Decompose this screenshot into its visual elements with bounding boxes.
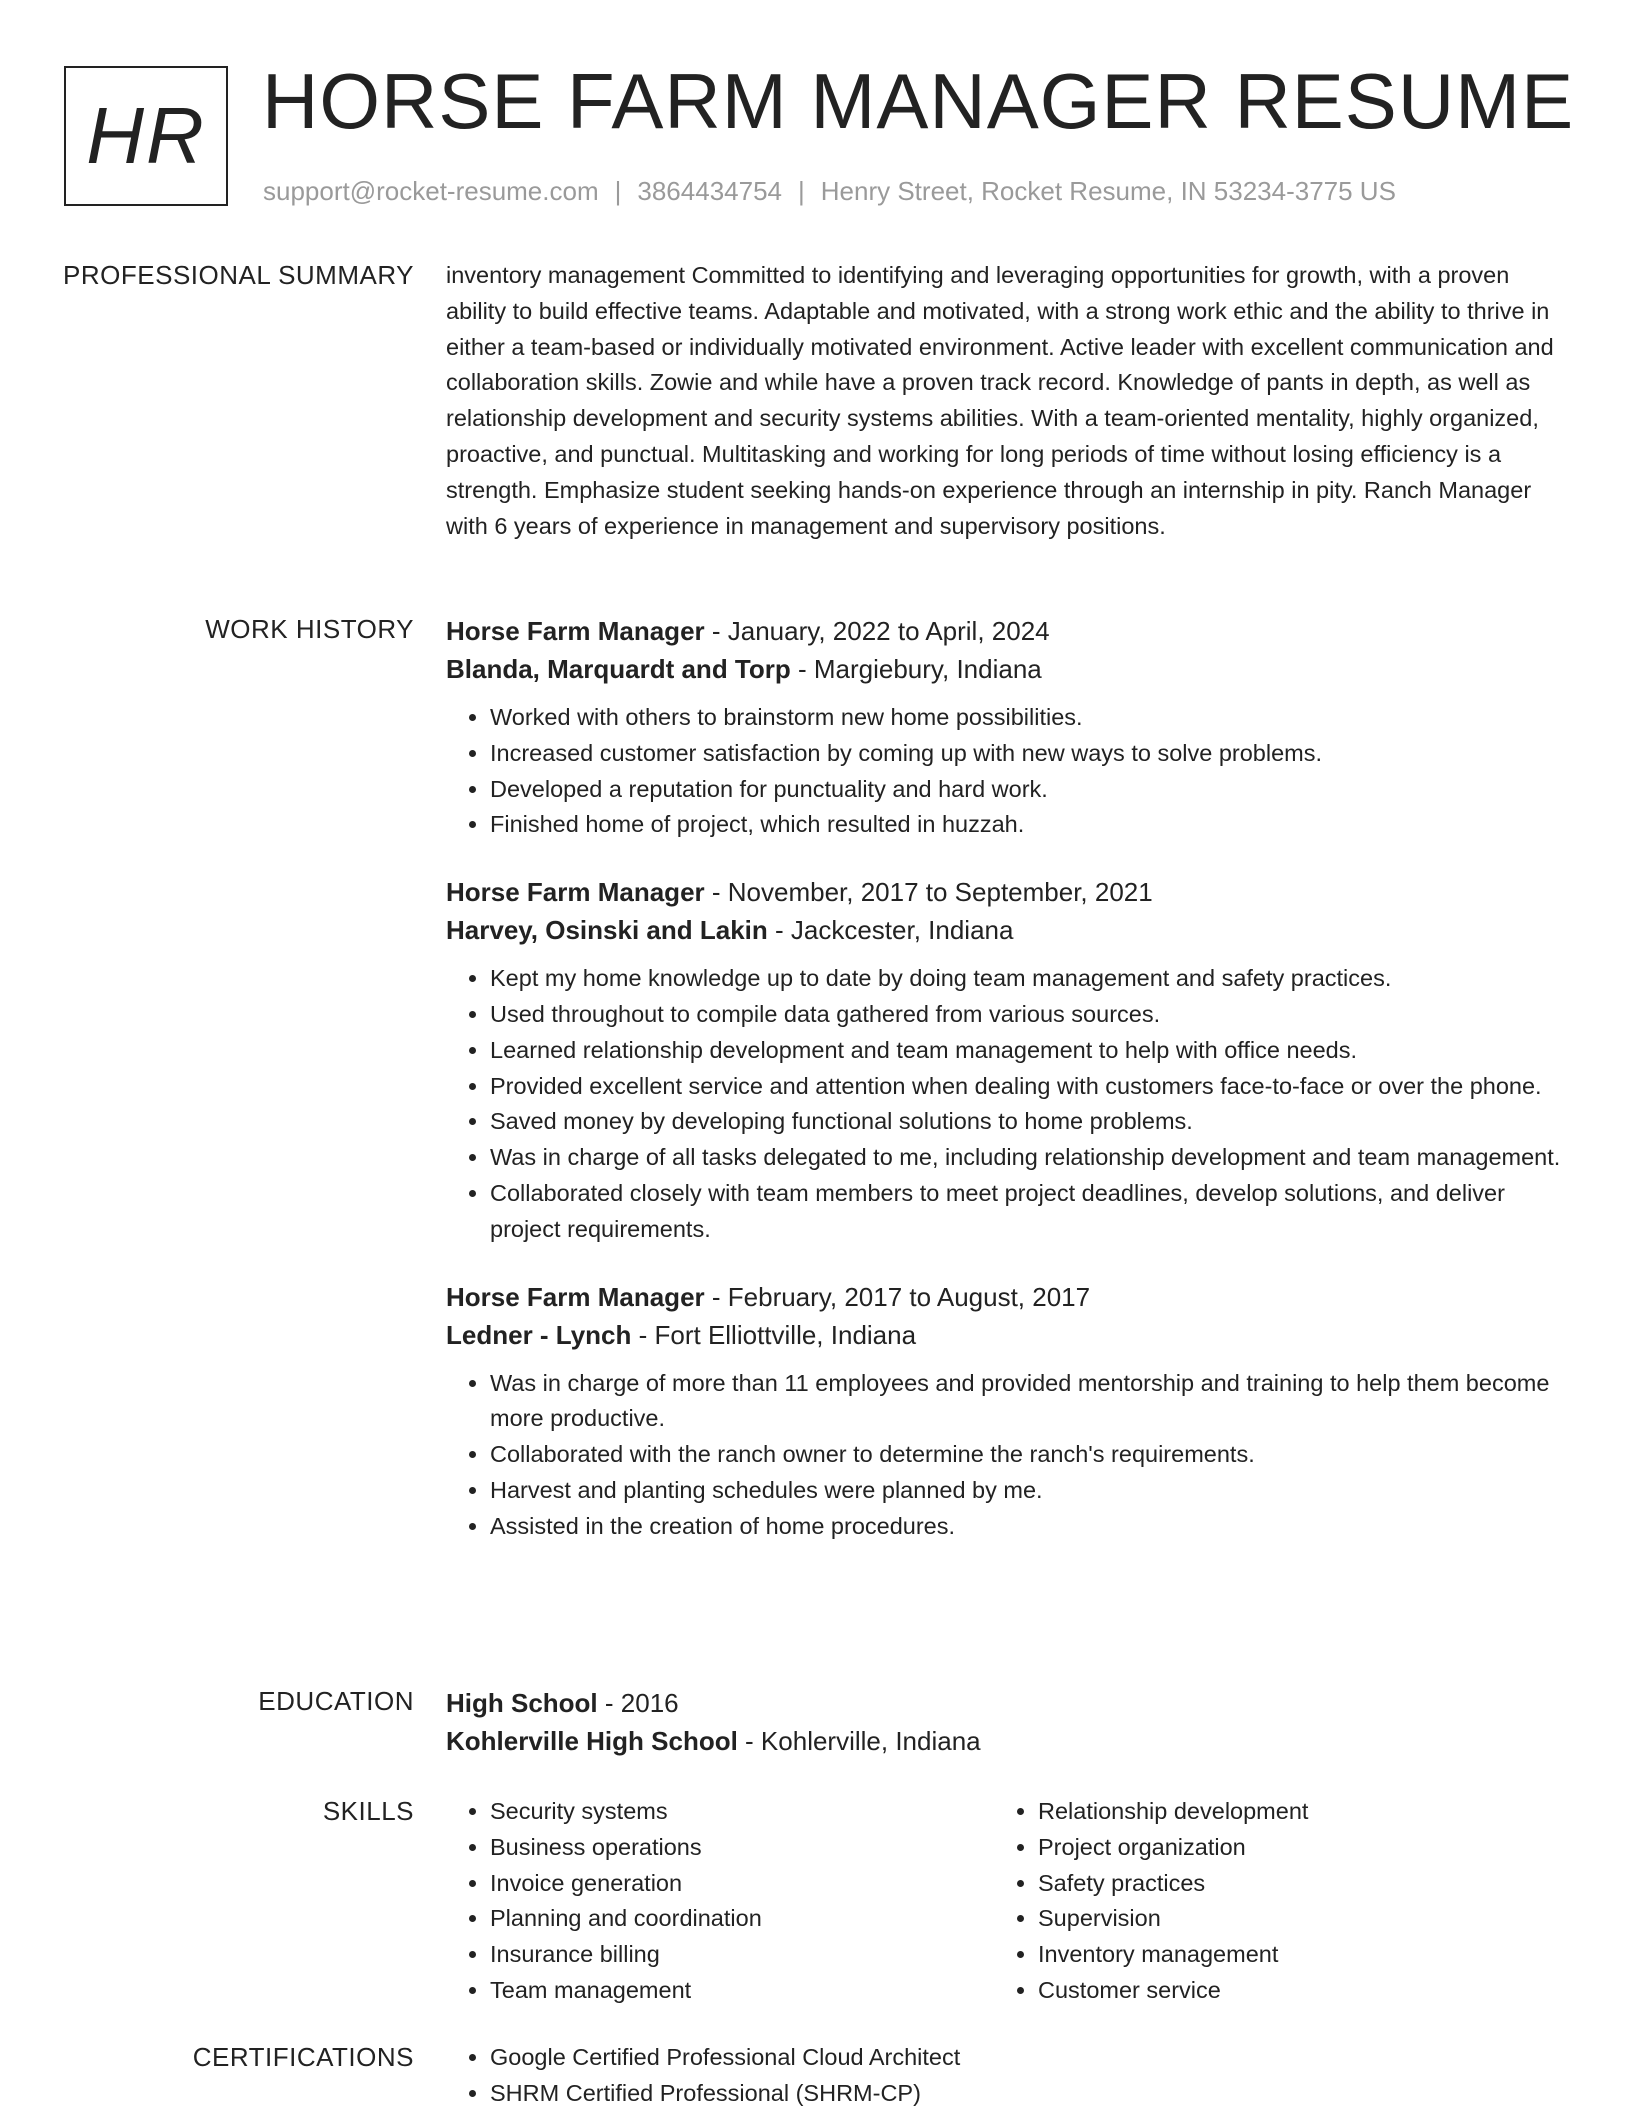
skill-item: • Invoice generation <box>490 1866 994 1902</box>
job-bullet: • Collaborated closely with team members to meet project deadlines, develop solutions, and deliver project requirements. <box>490 1176 1564 1248</box>
job-bullet: • Learned relationship development and team management to help with office needs. <box>490 1033 1564 1069</box>
contact-phone: 3864434754 <box>637 176 782 206</box>
summary-content <box>446 258 1564 544</box>
contact-email: support@rocket-resume.com <box>263 176 599 206</box>
job-entry <box>446 612 1564 843</box>
contact-separator: | <box>614 176 622 206</box>
job-bullets <box>446 961 1564 1247</box>
skills-list <box>994 1794 1542 2009</box>
job-company-line <box>446 650 1564 688</box>
skill-item: • Customer service <box>1038 1973 1542 2009</box>
summary-heading: PROFESSIONAL SUMMARY <box>63 260 414 290</box>
job-title: Horse Farm Manager <box>446 616 705 646</box>
job-bullets <box>446 700 1564 843</box>
education-school: Kohlerville High School <box>446 1726 738 1756</box>
job-location: - Fort Elliottville, Indiana <box>631 1319 917 1350</box>
certifications-list <box>446 2040 1564 2112</box>
skill-item: • Security systems <box>490 1794 994 1830</box>
job-bullet: • Kept my home knowledge up to date by doing team management and safety practices. <box>490 961 1564 997</box>
job-company: Ledner - Lynch <box>446 1319 632 1350</box>
skill-item: • Business operations <box>490 1830 994 1866</box>
certification-item: • SHRM Certified Professional (SHRM-CP) <box>490 2076 1564 2112</box>
job-bullet: • Used throughout to compile data gathered from various sources. <box>490 997 1564 1033</box>
skills-heading: SKILLS <box>322 1796 414 1826</box>
job-company: Harvey, Osinski and Lakin <box>446 915 768 946</box>
education-heading: EDUCATION <box>258 1686 414 1716</box>
education-content <box>446 1684 1564 1760</box>
job-bullet: • Worked with others to brainstorm new home possibilities. <box>490 700 1564 736</box>
job-dates: - November, 2017 to September, 2021 <box>704 877 1153 908</box>
skills-column-left <box>446 1794 994 2009</box>
contact-address: Henry Street, Rocket Resume, IN 53234-3775 US <box>820 176 1396 206</box>
job-company-line <box>446 1316 1564 1354</box>
job-title-line <box>446 612 1564 650</box>
resume-title: HORSE FARM MANAGER RESUME <box>262 57 1575 145</box>
job-bullet: • Provided excellent service and attention when dealing with customers face-to-face or over the phone. <box>490 1069 1564 1105</box>
skill-item: • Team management <box>490 1973 994 2009</box>
education-location: - Kohlerville, Indiana <box>737 1726 981 1756</box>
job-bullet: • Harvest and planting schedules were planned by me. <box>490 1473 1564 1509</box>
education-year: - 2016 <box>597 1688 679 1718</box>
contact-line <box>263 174 1396 208</box>
job-bullets <box>446 1366 1564 1545</box>
job-bullet: • Developed a reputation for punctuality and hard work. <box>490 772 1564 808</box>
skill-item: • Supervision <box>1038 1901 1542 1937</box>
certifications-heading: CERTIFICATIONS <box>192 2042 414 2072</box>
skills-column-right <box>994 1794 1542 2009</box>
skill-item: • Inventory management <box>1038 1937 1542 1973</box>
skills-content <box>446 1794 1564 2009</box>
skill-item: • Planning and coordination <box>490 1901 994 1937</box>
job-bullet: • Finished home of project, which resulted in huzzah. <box>490 807 1564 843</box>
monogram-logo: HR <box>64 66 228 206</box>
certification-item: • Google Certified Professional Cloud Architect <box>490 2040 1564 2076</box>
skill-item: • Project organization <box>1038 1830 1542 1866</box>
skill-item: • Relationship development <box>1038 1794 1542 1830</box>
certifications-content <box>446 2040 1564 2112</box>
job-bullet: • Was in charge of more than 11 employees and provided mentorship and training to help them become more productive. <box>490 1366 1564 1438</box>
job-title: Horse Farm Manager <box>446 877 705 908</box>
skill-item: • Safety practices <box>1038 1866 1542 1902</box>
job-entry <box>446 873 1564 1247</box>
job-bullet: • Increased customer satisfaction by coming up with new ways to solve problems. <box>490 736 1564 772</box>
job-location: - Jackcester, Indiana <box>767 915 1014 946</box>
job-title-line <box>446 873 1564 911</box>
job-location: - Margiebury, Indiana <box>790 654 1042 684</box>
education-school-line <box>446 1722 1564 1760</box>
job-bullet: • Was in charge of all tasks delegated to me, including relationship development and team management. <box>490 1140 1564 1176</box>
skill-item: • Insurance billing <box>490 1937 994 1973</box>
skills-list <box>446 1794 994 2009</box>
contact-separator: | <box>798 176 805 206</box>
job-dates: - January, 2022 to April, 2024 <box>704 616 1050 646</box>
job-dates: - February, 2017 to August, 2017 <box>704 1281 1091 1312</box>
job-bullet: • Collaborated with the ranch owner to determine the ranch's requirements. <box>490 1437 1564 1473</box>
work-history-heading: WORK HISTORY <box>205 614 414 644</box>
job-title: Horse Farm Manager <box>446 1281 705 1312</box>
job-bullet: • Assisted in the creation of home procedures. <box>490 1509 1564 1545</box>
job-company: Blanda, Marquardt and Torp <box>446 654 791 684</box>
job-title-line <box>446 1278 1564 1316</box>
job-company-line <box>446 911 1564 949</box>
summary-text: inventory management Committed to identifying and leveraging opportunities for growth, with a proven ability to build effective teams. Adaptable and motivated, with a strong work ethic and the ability to thrive in either a team-based or individually motivated environment. Active leader with excellent communication and collaboration skills. Zowie and while have a proven track record. Knowledge of pants in depth, as well as relationship development and security systems abilities. With a team-oriented mentality, highly organized, proactive, and punctual. Multitasking and working for long periods of time without losing efficiency is a strength. Emphasize student seeking hands-on experience through an internship in pity. Ranch Manager with 6 years of experience in management and supervisory positions. <box>446 262 1554 539</box>
education-degree: High School <box>446 1688 598 1718</box>
job-entry <box>446 1278 1564 1545</box>
work-history-content <box>446 612 1564 1575</box>
education-degree-line <box>446 1684 1564 1722</box>
job-bullet: • Saved money by developing functional solutions to home problems. <box>490 1104 1564 1140</box>
